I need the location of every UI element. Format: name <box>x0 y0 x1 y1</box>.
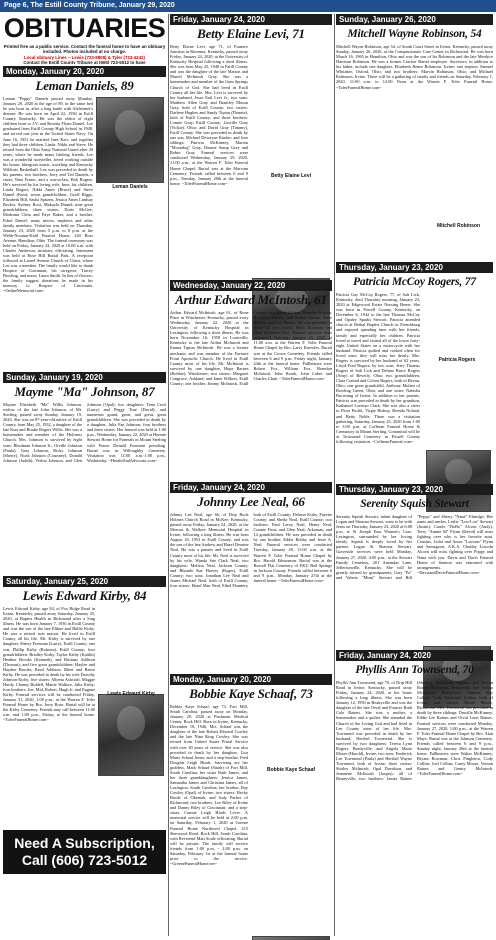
obit-text: Bobbie Kaye Schaaf, age 73, Fort Mill, South Carolina, passed away on Monday, January 20, 2020 at Piedmont Medical Center, Rock Hill. Born in Irvine, Kentucky, December 18, 1946, Mrs. Schaaf was the daughter of the late Robert Edward Cowley and the late Nina King Cowley. She was retired from United States Postal Service with over 30 years of service. She was also preceded in death by her daughter, Lisa Marie Schaaf Jones; and a step-brother, Fred Douglas Leigh Hinds. Surviving are her goddess, Mark Schaaf (Sarah) of Fort Mill, South Carolina; her sister Ruth James, and her three granddaughters: Jessica James, Samantha James and Christina James, all of Lexington, South Carolina; her brother, Ray Cowley (Opal) of Irvine; two sisters: Becky Brode of Okemah, and Judy Parker of Richmond; two brothers, Lee Riley of Irvine and Danny Riley of Cincinnati; and a step-sister, Connie Leigh Hinds Lever. A memorial service will be held at 2:00 p.m. on Saturday, February 1, 2020 at Greene Funeral Home Northwest Chapel, 215 Sherwood Road, Rock Hill, South Carolina, with Reverend Matt Soule officiating. Burial will be private. The family will receive friends from 1:00 p.m. - 2:00 p.m. on Saturday, February 1st at the funeral home prior to the service. ~GreeneFuneralHome.net~ <box>170 704 248 866</box>
obit-date-header: Thursday, January 23, 2020 <box>336 484 493 495</box>
obit-date-header: Sunday, January 19, 2020 <box>3 372 166 383</box>
obit-date-header: Monday, January 20, 2020 <box>170 674 332 685</box>
obit-photo-caption: Betty Elaine Levi <box>270 173 311 179</box>
obit-date-header: Monday, January 20, 2020 <box>3 66 166 77</box>
obituaries-title: OBITUARIES <box>3 14 166 43</box>
obit-name: Leman Daniels, 89 <box>35 78 134 93</box>
subscription-ad-line1: Need A Subscription, <box>14 835 155 851</box>
intro-line: Local obituary Lines – Lewis (723-8808) & Tyler (723-4242) <box>24 54 145 60</box>
obit-text: Mayme Elizabeth "Ma" Willis Johnson, widow of the late John Johnson, of Mt. Sterling, passed away Sunday, January 19, 2020. She was an 87-year-old native of Estill County, born May 25, 1932, a daughter of the late Kurt and Bradie Rogers Willis. She was a homemaker and member of the Holiness Church. Mrs. Johnson is survived by eight sons: Rhodman Johnson Jr., Orville Johnson (Paula), Gary Johnson, Ricky Johnson (Sherry), Noah Johnson (Courtney), Donald Johnson (Judith), Verlon Johnson, and Glen Johnson (Opal); two daughters: Tena Croft (Larry) and Peggy True (David); and numerous grand, great, and great, great grandchildren. She was preceded in death by a daughter, Julia Fae Johnson; four brothers and three sisters. Her funeral was held at 1:00 p.m., Wednesday, January 22, 2020 at Hermie Stewart Home for Funerals in Mount Sterling with Pastor Donald Fountain presiding. Burial was in Willoughby Cemetery. Visitation was 11:00 a.m.-1:00 p.m., Wednesday. ~HeraldAndAdvocate.com~ <box>3 402 166 463</box>
obit-photo <box>98 694 164 776</box>
subscription-ad-phone: Call (606) 723-5012 <box>21 852 148 868</box>
obit-name: Phyllis Ann Townsend, 70 <box>355 664 474 676</box>
obit-date-header: Friday, January 24, 2020 <box>336 650 493 661</box>
obit-text: Betty Elaine Levi, age 71, of Furnace Junction in Ravenna, Kentucky, passed away Friday, January 24, 2020, at the University of Kentucky Hospital following a short illness. She was born May 25, 1948 in Estill County and was the daughter of the late Marion and Muriel McIntosh Gray. She was a homemaker and member of the Gum Springs Church of God. She had lived in Estill County all her life. Mrs. Levi is survived by her husband, Jesse Earl Levi Jr.; two sons: Matthew Allen Gray and Brantley Mason Gray, both of Estill County; two sisters: Darlene Hughes and Sandy Tipton (Donnie), both of Estill County; and three brothers: Lonnie Gray, Estill County; Linville Gray (Vickie), Ohio; and David Gray (Tammy), Estill County. She was preceded in death by one son, Michael Dewayne Kinder; and four siblings: Patricia McKinney, Marion "Moondog" Gray, Donnie Sump Gray and Robin Gray. Funeral services were conducted Wednesday, January 29, 2020, 11:00 a.m., at the Warren F. Toler Funeral Home Chapel. Burial was at the Marcum Cemetery. Friends called between 6 and 9 p.m., Tuesday, January 28th at the funeral home. ~TolerFuneralHome.com~ <box>170 44 248 186</box>
column-divider <box>168 14 169 936</box>
obit-date-header: Thursday, January 23, 2020 <box>336 262 493 273</box>
obit-name: Bobbie Kaye Schaaf, 73 <box>189 686 313 701</box>
obit-text: Lewis Edward Kirby, age 84, of Fox Ridge Road in Irvine, Kentucky, passed away Saturday, January 25, 2020, at Baptist Health in Richmond after a long illness. He was born January 7, 1936 in Estill County and was the son of the late Elihue and Hallie Kirby. He was a retired iron mason. He lived in Estill County all his life. Mr. Kirby is survived by one daughter, Sherry Freeman (Larry), Estill County; one son, Phillip Kirby (Roberta), Estill County; four grandchildren: Bradley Kirby, Taylor Kirby (Kaitlin) Heather Brooks (Kenneth), and Brittany Addison (Thomas); and five great grandchildren: Haylee and Hayden Brooks, Reed Addison, Rhett and Reese Kirby. He was preceded in death by his wife Dorothy Johnson Kirby; five sisters: Alberta Ashcraft, Maggie Hardy, Chaney Riddell, Mattie Wallace, Julia Kirby; four brothers: Joe, Mid, Robert, Hugh Jr. and Eugene Kirby. Funeral services will be conducted Friday, January 31, 2020, 1:00 p.m., at the Warren F. Toler Funeral Home by Bro. Jerry Rose. Burial will be at the Kirby Cemetery. Friends may call between 11:00 a.m. and 1:00 p.m., Friday, at the funeral home. ~TolerFuneralHome.com~ <box>3 606 95 723</box>
obit-text: Arthur Edward McIntosh, age 61, of Bone Place in Winchester, Kentucky, passed away Wednesday, January 22, 2020 at the University of Kentucky Hospital in Lexington, following a short illness. He was born November 16, 1958 in Louisville, Kentucky to the late Arthur McIntosh and Emma Tipton McIntosh. He was a former mechanic and was member of the Furnace Point Apostolic Church. He lived in Estill County most of his life. Mr. McIntosh is survived by one daughter, Hope Barnes (Robbie), Winchester; two sisters: Margaret Congrove, Ashland; and Janet Wilkers, Estill County; one brother, Jimmy McIntosh, Estill County; two grandchildren: Kenadee Bowen, Brockton Barnes, and Kaiten Barnes, Kase Barnes, and Lira Barnes. He was preceded in death by two sisters, Mary Bowman and Dora McIntosh Fox. Funeral services were conducted Saturday, January 25, 2020, at 11:00 a.m. at the Warren F. Toler Funeral Home Chapel by Bro. Larry Knowles. Burial was at the Crowe Cemetery. Friends called between 6 and 9 p.m. Friday night, January 24th at the funeral home. Pallbearers were Robert Fox, William Fox, Brandon McIntosh, John Roark, John Lakes and Charles Clark. ~TolerFuneralHome.com~ <box>170 310 332 386</box>
obit-photo-caption: Leman Daniels <box>112 184 148 190</box>
obit-date-header: Wednesday, January 22, 2020 <box>170 280 332 291</box>
page-header-text: Page 6, The Estill County Tribune, January 29, 2020 <box>4 2 175 9</box>
obit-text: Patricia Gay McCoy Rogers, 77, of Salt Lick, Kentucky, died Thursday morning, January 23, 2020 at Edgewood Estate Nursing Home. She was born in Powell County, Kentucky, on December 6, 1942 to the late Thomas McCoy and Opaley Sparks Stewart. Patricia attended church at Bethal Baptist Church in Frenchburg and enjoyed spending time with her friends, family and especially her children. Patricia loved to travel and visited all of the lower forty-eight United States on a motorcycle with her husband. Patricia quilted and cooked often for loved ones; they will miss her dearly. Mrs. Rogers is survived by her husband of 62 years, Lloyd Fred Rogers; by two sons, Jerry Thomas Rogers of Salt Lick and Delano Bruce Rogers (Amy) of Beverly, Ohio; two grandchildren, Clara Conrad and Colton Rogers, both of Bevan, Ohio; one great grandchild, Anthony Molani of Bowling Green, Ohio; and one sister, Natasha Browning of Irvine. In addition to her parents, Patricia was preceded in death by her grandson, Kathaniel Lorenzo Clark. She was also a sister to Flora Profitt, Virgie Bishop, Brenda Noland, and Betty Noble. There was a visitation gathering, Saturday, January 25, 2020 from 1:00 to 3:00 p.m. at Coffman Funeral Home & Crematory in Mount Sterling. Committal will be at Townsend Cemetery in Powell County following visitation. ~CoffmanFuneral.com~ <box>336 292 420 444</box>
obit-photo <box>252 936 330 940</box>
obit-date-header: Friday, January 24, 2020 <box>170 482 332 493</box>
obit-name: Lewis Edward Kirby, 84 <box>22 588 147 603</box>
obit-photo-caption: Bobbie Kaye Schaaf <box>266 767 316 773</box>
obit-name: Mitchell Wayne Robinson, 54 <box>347 28 482 40</box>
obit-text: Mitchell Wayne Robinson, age 54, of South Court Street in Irvine, Kentucky, passed away Sunday, January 26, 2020, at the Compassionate Care Center in Richmond. He was born March 16, 1965 in Hamilton, Ohio and was the son of Ira Robinson and the late Merdyce Harrison Robinson. He was a former Cracker Barrel employee. Survivors, in addition to his father, include one daughter, Elizabeth Renee Robinson, Irvine; one stepson, Samuel Whitaker, Oxford, Ohio; and two brothers: Marvin Robinson, Ohio; and Michael Robinson, Irvine. There will be a gathering of family and friends on Saturday, February 1, 2020, 11:00 a.m. to 12:00 Noon at the Warren F. Toler Funeral Home. ~TolerFuneralHome.com~ <box>336 44 493 90</box>
obit-text: Leman "Peppy" Daniels passed away Monday, January 20, 2020 at the age of 89, in the same bed he was born in, after a long battle with Alzheimer's disease. He was born on April 22, 1930 in Estill County, Kentucky. He was the oldest of eight children born to J.V. and Rosetta Flynn Daniel. Lee graduated from Estill County High School in 1948, and served one year in the United States Navy. On June 16, 1951 he married Inez Kerr, and together they had three children, Linda, Nikki and Steve. He retired from the Ohio Army National Guard after 30 years, where he made many lifelong friends. Lee was a wonderful storyteller, loved working outside his house, bluegrass music, traveling and Kentucky Wildcats Basketball. Lee was preceded in death by his parents, two brothers, Jerry and Ted Daniels; a sister, Nina Frazer, and a son-in-law, Bob Rogers. He's survived by his loving wife, Inez; his children, Linda Rogers, Nikki Ames (Bruce) and Steve Daniel (Kim); seven grandchildren, Geoff Riggs, Elizabeth Hill, Sasha Spitzen, Jessica Ames Lindsay Becker, Sydney Root, Makayla Daniel; nine great grandchildren; three sisters, Doris McGee, Modeana Clem and Faye Baker, and a brother, Edsel Daniel; many nieces, nephews and other family members. Visitation was held on Thursday, January 23, 2020 from 5 p.m. to 8 p.m. at the Webb-Noonan-Kidd Funeral Home, 240 Boss Avenue, Hamilton, Ohio. The funeral ceremony was held on Friday, January 24, 2020 at 10:00 a.m. with Charles Anderson, minister, officiating. Interment was held at Rose Hill Burial Park. A reception followed at Laurel Avenue Church of Christ, where Lee was a member. The family would like to thank Hospice of Cincinnati, his caregiver, Tracey Bowling, and nurse, Laura Smith. In lieu of flowers, the family suggest donations be made in his memory to Hospice of Cincinnati. ~OnlineMemorial.com~ <box>3 96 93 294</box>
obit-text-continued <box>96 192 166 368</box>
obit-date-header: Sunday, January 26, 2020 <box>336 14 493 25</box>
obit-photo-caption: Mitchell Robinson <box>436 223 481 229</box>
obit-photo <box>96 97 164 183</box>
obituaries-intro <box>3 14 166 64</box>
intro-line: Printed free as a public service. Contact the funeral home to have an obituary included. Photos included at no charge. <box>3 44 166 55</box>
obit-name: Betty Elaine Levi, 71 <box>197 26 305 41</box>
obit-name: Johnny Lee Neal, 66 <box>197 494 305 509</box>
obit-date-header: Saturday, January 25, 2020 <box>3 576 166 587</box>
obit-name: Patricia McCoy Rogers, 77 <box>353 276 476 288</box>
obituaries-intro-text <box>3 44 166 64</box>
obit-photo-caption: Patricia Rogers <box>438 357 476 363</box>
obit-text: Phyllis Ann Townsend, age 70, of Drip Hill Road in Irvine, Kentucky, passed away Friday, January 24, 2020, at her home following a long illness. She was born January 12, 1950 in Beattyville and was the daughter of the late Orval and Frances Ruth Cole Raines. She was a mother, a homemaker and a quilter. She attended the Church of the Living God and had lived in Lee County most of her life. Mrs. Townsend was preceded in death by her husband, Hershel Townsend. She is survived by two daughters: Teresa Lynn Rogers, Beattyville; and Angela Marie Moore (Harold), Irvine; two sons: Frederick Lee Townsend (Paula) and Hershel Wayne Townsend, both of Irvine; three sisters: Shirley McIntosh, Opal Davidson, and Jeannette McIntosh (Jasper); all of Beattyville; two brothers: James Raines (Shirley), Richmond, Indiana; and Vernon Raines (Shannon), Beattyville; and Joshua McGowan, Beattyville; Sabrina Ray Collins, Cody Nathaniel Collins, both of Irvine; and Caitlyn Nicole Moore, Richmond. Mrs. Townsend was preceded in death by three siblings: Drusilla McKinney, Eddie Lee Raines and Orval Leon Raines. Funeral services were conducted Monday, January 27, 2020, 1:00 p.m., at the Warren F. Toler Funeral Home Chapel by Bro. Alan Mays. Burial was at the Johnson Cemetery. Friends called between 6 and 9 p.m., Sunday night, January 26th at the funeral home. Pallbearers were Walter McKinney, Bryant Bowman, Chris Pingleton, Cody Collins, Joel Collins, Casey Moore, Vernon Raines and Gentry McIntosh. ~TolerFuneralHome.com~ <box>336 680 493 782</box>
obit-name: Serenity Squish Stewart <box>360 498 469 510</box>
obit-name: Arthur Edward McIntosh, 61 <box>175 292 327 307</box>
page-header-bar <box>0 0 496 12</box>
column-divider <box>334 14 335 936</box>
obit-photo-caption: Lewis Edward Kirby <box>107 691 155 697</box>
obit-name: Mayme "Ma" Johnson, 87 <box>14 384 155 399</box>
subscription-ad <box>3 830 166 874</box>
intro-line: Contact the Estill County Tribune at (606) 723-5012 to have <box>23 59 146 64</box>
obit-date-header: Friday, January 24, 2020 <box>170 14 332 25</box>
obit-text: Serenity Squish Stewart, infant daughter of Logan and Shawna Stewart, went to be with Jesus on Thursday, January 23, 2020 at 6:08 p.m. at St Joseph East Women's Care, Lexington, surrounded by her loving family. Squish is deeply loved by her parents Logan & Shawna Stewart. Graveside services were held Monday, January 27, 2020, 4:00 p.m., at the Stewart Family Cemetery, 201 Amandas Lane, Jeffersonville, Kentucky. She will be greatly missed by grandparents, Gary "Pa" and Valerie "Mimi" Stewart and Bill "Poppy" and Sherry "Nana" Elmidge; Her aunts and uncles, Leslie "Lou-Lou" Stewart (Justin), Carole "BoBo" Alcorn (Andy), Terry "Auntie M" Flynn (David) will miss fighting over who is her favorite aunt. Cousins, Licha and Amos "Lucious" Flynn and Samagoon, A.K.A. Chubby Lincoln Alcorn will miss fighting over Poppy and Nana with you. Davis and Davis Funeral Home of Stanton was entrusted with arrangements. ~DavisandDavisFuneralHome.com~ <box>336 514 493 580</box>
obit-text: Johnny Lee Neal, age 66, of Drip Rock Holmes Church Road in McKee, Kentucky, passed away Friday, January 24, 2020, at the Mercon & Wallace Memorial Hospital in Irvine, following a long illness. He was born August 18, 1953 in Estill County, and was the son of the late Andrew and Hazel Dearine Neal. He was a painter and lived in Estill County most of his life. Mr. Neal is survived by his wife, Wanda Sue Clark Neal; two daughters: Melissa Neal, Jackson County; and Rhonda Sue Harvey (Roger), Estill County; two sons: Jonathan Lee Neal and James Michael Neal, both of Estill County; four sisters: Hazel Mae Neal, Ethel Flannery, both of Estill County; Delorse Kirby, Fayette County; and Sheila Neal, Estill County; two brothers: Paul Leroy Neal, Henry Neal, Connie Frost, and Glen Neal; Arkansas; and 14 grandchildren. He was preceded in death by one brother, Eddie Bobby and Jesse A. Neal. Funeral services were conducted Tuesday, January 28, 11:00 a.m. at the Warren F. Toler Funeral Home Chapel by Bro. Harold Edmonson. Burial was at the Russell Flat Cemetery of EKU Bed Springs in Jackson County. Friends called between 6 and 9 p.m., Monday, January 27th at the funeral home. ~TolerFuneralHome.com~ <box>170 512 332 588</box>
